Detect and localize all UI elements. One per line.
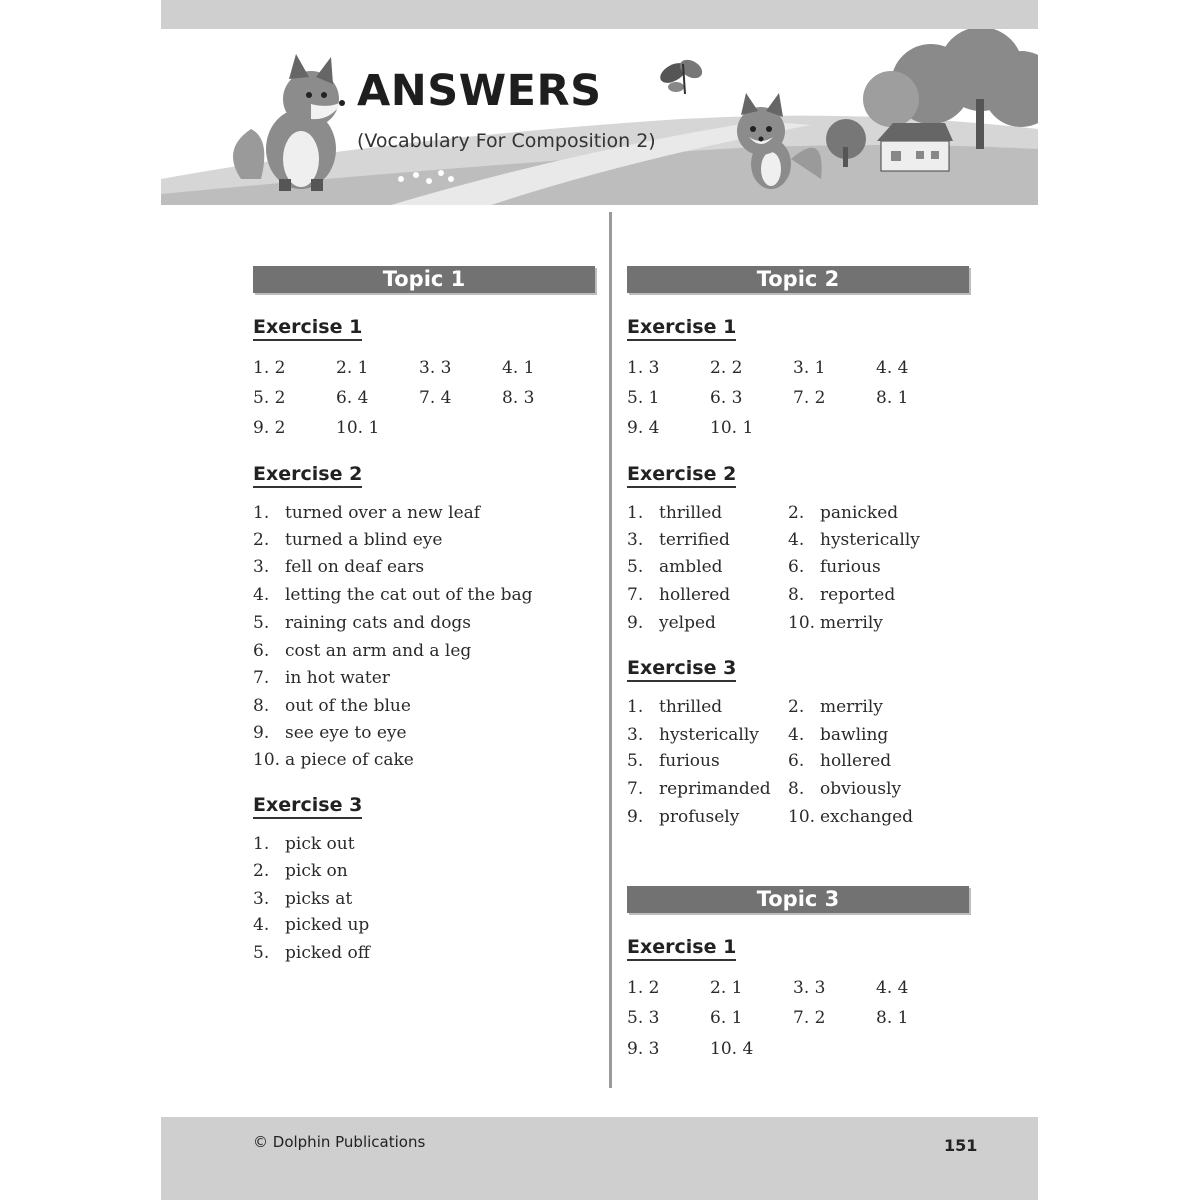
list-item: 3. hysterically (627, 725, 759, 745)
topic-2-header: Topic 2 (627, 266, 969, 293)
list-item: 5. ambled (627, 557, 723, 577)
answer-item: 4. 1 (502, 358, 535, 378)
list-item: 10. a piece of cake (253, 750, 414, 770)
house-icon (877, 123, 953, 171)
page-subtitle: (Vocabulary For Composition 2) (357, 130, 656, 152)
list-item: 5. picked off (253, 943, 370, 963)
answer-item: 8. 1 (876, 1008, 909, 1028)
list-item: 1. thrilled (627, 697, 723, 717)
answer-item: 7. 2 (793, 1008, 826, 1028)
answer-item: 6. 4 (336, 388, 369, 408)
list-item: 7. hollered (627, 585, 731, 605)
topic-1-exercise-2-heading: Exercise 2 (253, 463, 362, 488)
answer-page (161, 0, 1038, 1200)
topic-2-exercise-1-heading: Exercise 1 (627, 316, 736, 341)
answer-item: 5. 1 (627, 388, 660, 408)
list-item: 4. letting the cat out of the bag (253, 585, 533, 605)
answer-item: 2. 1 (336, 358, 369, 378)
answer-item: 1. 3 (627, 358, 660, 378)
topic-2-exercise-2-heading: Exercise 2 (627, 463, 736, 488)
topic-3-header: Topic 3 (627, 886, 969, 913)
list-item: 4. picked up (253, 915, 370, 935)
answer-item: 2. 2 (710, 358, 743, 378)
answer-item: 6. 3 (710, 388, 743, 408)
topic-2-exercise-3-heading: Exercise 3 (627, 657, 736, 682)
list-item: 2. turned a blind eye (253, 530, 443, 550)
list-item: 7. in hot water (253, 668, 390, 688)
list-item: 6. cost an arm and a leg (253, 641, 472, 661)
banner-illustration (161, 29, 1038, 205)
answer-item: 3. 1 (793, 358, 826, 378)
list-item: 8. obviously (788, 779, 902, 799)
list-item: 1. turned over a new leaf (253, 503, 481, 523)
answer-item: 1. 2 (627, 978, 660, 998)
list-item: 3. terrified (627, 530, 730, 550)
list-item: 3. fell on deaf ears (253, 557, 425, 577)
list-item: 1. pick out (253, 834, 355, 854)
answer-item: 10. 1 (336, 418, 380, 438)
list-item: 5. raining cats and dogs (253, 613, 472, 633)
list-item: 4. bawling (788, 725, 889, 745)
answer-item: 3. 3 (793, 978, 826, 998)
list-item: 1. thrilled (627, 503, 723, 523)
list-item: 9. profusely (627, 807, 740, 827)
column-divider (609, 212, 612, 1088)
list-item: 7. reprimanded (627, 779, 771, 799)
answer-item: 3. 3 (419, 358, 452, 378)
topic-3-exercise-1-heading: Exercise 1 (627, 936, 736, 961)
answer-item: 10. 1 (710, 418, 754, 438)
answer-item: 9. 3 (627, 1039, 660, 1059)
page-number: 151 (944, 1136, 978, 1155)
answer-item: 4. 4 (876, 978, 909, 998)
list-item: 2. panicked (788, 503, 899, 523)
list-item: 8. reported (788, 585, 896, 605)
topic-1-exercise-3-heading: Exercise 3 (253, 794, 362, 819)
list-item: 10. merrily (788, 613, 883, 633)
page-title: ANSWERS (357, 66, 602, 116)
list-item: 2. pick on (253, 861, 348, 881)
topic-1-exercise-1-heading: Exercise 1 (253, 316, 362, 341)
answer-item: 8. 3 (502, 388, 535, 408)
list-item: 10. exchanged (788, 807, 914, 827)
header-banner (161, 29, 1038, 205)
list-item: 3. picks at (253, 889, 353, 909)
list-item: 6. hollered (788, 751, 892, 771)
list-item: 8. out of the blue (253, 696, 411, 716)
copyright-text: © Dolphin Publications (253, 1133, 426, 1151)
answer-item: 7. 4 (419, 388, 452, 408)
list-item: 9. see eye to eye (253, 723, 407, 743)
list-item: 9. yelped (627, 613, 716, 633)
answer-item: 8. 1 (876, 388, 909, 408)
answer-item: 4. 4 (876, 358, 909, 378)
answer-item: 10. 4 (710, 1039, 754, 1059)
answer-item: 7. 2 (793, 388, 826, 408)
top-strip (161, 0, 1038, 29)
list-item: 5. furious (627, 751, 720, 771)
answer-item: 9. 4 (627, 418, 660, 438)
answer-item: 6. 1 (710, 1008, 743, 1028)
list-item: 2. merrily (788, 697, 883, 717)
answer-item: 1. 2 (253, 358, 286, 378)
answer-item: 2. 1 (710, 978, 743, 998)
answer-item: 5. 2 (253, 388, 286, 408)
answer-item: 9. 2 (253, 418, 286, 438)
topic-1-header: Topic 1 (253, 266, 595, 293)
page-footer (161, 1117, 1038, 1200)
list-item: 6. furious (788, 557, 881, 577)
list-item: 4. hysterically (788, 530, 920, 550)
answer-item: 5. 3 (627, 1008, 660, 1028)
